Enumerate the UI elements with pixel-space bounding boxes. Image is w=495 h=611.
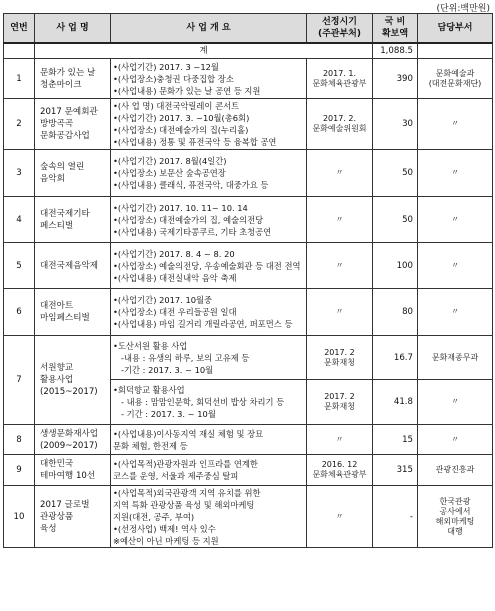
row-number: 8 [4, 425, 35, 455]
project-name: 2017 문예회관 방방곡곡 문화공감사업 [35, 99, 111, 150]
overview-cell [111, 150, 307, 197]
table-row [4, 99, 493, 150]
table-row [4, 336, 493, 380]
overview-line: •(사업목적)외국관광객 지역 유치를 위한 [113, 487, 261, 498]
project-name: 서원향교 활용사업 (2015~2017) [35, 336, 111, 425]
row-number: 10 [4, 486, 35, 548]
overview-cell [111, 99, 307, 150]
project-name: 대전아트 마임페스티벌 [35, 289, 111, 336]
overview-line: •(사업내용) 대전실내악 음악 축제 [113, 272, 237, 283]
row-number: 7 [4, 336, 35, 425]
table-row [4, 455, 493, 486]
budget-cell: 50 [373, 150, 418, 197]
budget-cell: 30 [373, 99, 418, 150]
budget-cell: 100 [373, 243, 418, 289]
project-name: 2017 글로벌 관광상품 육성 [35, 486, 111, 548]
overview-cell [111, 197, 307, 243]
overview-note: - 내용 : 맘맘인문학, 회덕선비 밥상 차리기 등 [121, 397, 285, 407]
overview-cell [111, 380, 307, 425]
overview-line: •(사업기간) 2017. 8. 4 ~ 8. 20 [113, 248, 235, 259]
row-number: 3 [4, 150, 35, 197]
overview-line: •(사업내용) 정통 및 퓨전국악 등 융복합 공연 [113, 137, 277, 147]
selection-cell: 〃 [307, 425, 373, 455]
overview-line: •회덕향교 활용사업 [113, 385, 185, 395]
project-name: 생생문화재사업 (2009~2017) [35, 425, 111, 455]
table-row [4, 197, 493, 243]
overview-line: 지역 특화 관광상품 육성 및 해외마케팅 [113, 499, 255, 510]
budget-cell: - [373, 486, 418, 548]
selection-cell: 〃 [307, 486, 373, 548]
budget-cell: 80 [373, 289, 418, 336]
overview-line: 지원(대전, 공주, 부여) [113, 511, 195, 522]
overview-line: ※예산이 아닌 마케팅 등 지원 [113, 535, 219, 546]
overview-cell [111, 289, 307, 336]
overview-line: •(사업기간) 2017. 10월중 [113, 295, 213, 305]
overview-line: •(사업내용)이사동지역 재실 체험 및 장묘 [113, 428, 264, 439]
overview-line: 코스를 운영, 서울과 제주중심 탈피 [113, 471, 239, 481]
selection-cell: 2017. 2 문화재청 [307, 380, 373, 425]
row-number: 1 [4, 59, 35, 99]
row-number: 9 [4, 455, 35, 486]
row-number: 4 [4, 197, 35, 243]
selection-cell: 〃 [307, 289, 373, 336]
overview-cell [111, 243, 307, 289]
overview-note: - 기간 : 2017. 3. ~ 10월 [121, 409, 216, 419]
row-number: 2 [4, 99, 35, 150]
overview-line: •(사 업 명) 대전국악릴레이 콘서트 [113, 101, 240, 111]
overview-line: •(사업장소) 대전예술가의 집, 예술의전당 [113, 214, 264, 225]
selection-cell: 2017. 2. 문화예술위원회 [307, 99, 373, 150]
overview-line: •(사업장소) 예술의전당, 우송예술회관 등 대전 전역 [113, 260, 301, 271]
table-row [4, 243, 493, 289]
overview-note: -기간 : 2017. 3. ~ 10월 [121, 364, 214, 375]
overview-line: •(사업장소) 대전 우리들공원 일대 [113, 307, 237, 317]
overview-line: •(선정사업) 백제! 역사 있수 [113, 523, 216, 534]
dept-cell: 〃 [418, 425, 493, 455]
header-budget: 국 비 확보액 [373, 14, 418, 44]
header-selection: 선정시기 (주관부처) [307, 14, 373, 44]
dept-cell: 〃 [418, 380, 493, 425]
overview-line: •(사업장소)충청권 다중집합 장소 [113, 73, 234, 84]
overview-line: •(사업기간) 2017. 8월(4일간) [113, 156, 227, 166]
total-row [4, 43, 493, 59]
table-row [4, 59, 493, 99]
dept-cell: 한국관광 공사에서 해외마케팅 대행 [418, 486, 493, 548]
budget-cell: 50 [373, 197, 418, 243]
overview-line: •(사업장소) 보문산 숲속공연장 [113, 168, 226, 178]
project-table [3, 13, 493, 548]
overview-cell [111, 425, 307, 455]
total-budget: 1,088.5 [373, 43, 418, 59]
total-label: 계 [35, 43, 373, 59]
budget-cell: 41.8 [373, 380, 418, 425]
project-name: 대전국제음악제 [35, 243, 111, 289]
header-overview: 사 업 개 요 [111, 14, 307, 44]
overview-line: •(사업내용) 문화가 있는 날 공연 등 지원 [113, 85, 261, 96]
overview-line: 문화 체험, 한전제 등 [113, 440, 188, 451]
row-number: 6 [4, 289, 35, 336]
overview-line: •(사업기간) 2017. 3. ~10월(총6회) [113, 113, 250, 123]
selection-cell: 〃 [307, 243, 373, 289]
overview-line: •(사업내용) 마임 길거리 개릴라공연, 퍼포먼스 등 [113, 319, 293, 329]
selection-cell: 〃 [307, 197, 373, 243]
selection-cell: 〃 [307, 150, 373, 197]
budget-cell: 15 [373, 425, 418, 455]
dept-cell: 〃 [418, 289, 493, 336]
overview-line: •(사업내용) 클래식, 퓨전국악, 대중가요 등 [113, 180, 269, 190]
overview-cell [111, 486, 307, 548]
table-row [4, 425, 493, 455]
table-row [4, 289, 493, 336]
table-row [4, 150, 493, 197]
overview-line: •(사업목적)관광자원과 인프라를 연계한 [113, 459, 258, 469]
overview-note: -내용 : 유생의 하루, 보의 고유제 등 [121, 352, 250, 363]
project-name: 숲속의 열린 음악회 [35, 150, 111, 197]
total-no [4, 43, 35, 59]
header-no: 연번 [4, 14, 35, 44]
overview-cell [111, 455, 307, 486]
dept-cell: 〃 [418, 150, 493, 197]
overview-cell [111, 336, 307, 380]
project-name: 대한민국 테마여행 10선 [35, 455, 111, 486]
dept-cell: 관광진흥과 [418, 455, 493, 486]
dept-cell: 문화예술과 (대전문화재단) [418, 59, 493, 99]
total-dept [418, 43, 493, 59]
overview-line: •(사업기간) 2017. 3 ~12월 [113, 61, 219, 72]
header-dept: 담당부서 [418, 14, 493, 44]
overview-line: •(사업내용) 국제기타콩쿠르, 기타 초청공연 [113, 226, 272, 237]
header-row [4, 14, 493, 44]
dept-cell: 〃 [418, 197, 493, 243]
overview-line: •도산서원 활용 사업 [113, 340, 188, 351]
dept-cell: 〃 [418, 243, 493, 289]
budget-cell: 315 [373, 455, 418, 486]
overview-line: •(사업기간) 2017. 10. 11~ 10. 14 [113, 202, 248, 213]
project-name: 대전국제기타 페스티벌 [35, 197, 111, 243]
dept-cell: 문화재종무과 [418, 336, 493, 380]
budget-cell: 390 [373, 59, 418, 99]
table-row [4, 486, 493, 548]
overview-line: •(사업장소) 대전예술가의 집(누리홀) [113, 125, 249, 135]
row-number: 5 [4, 243, 35, 289]
selection-cell: 2017. 2 문화재청 [307, 336, 373, 380]
unit-note: (단위:백만원) [436, 4, 490, 14]
budget-cell: 16.7 [373, 336, 418, 380]
selection-cell: 2016. 12 문화체육관광부 [307, 455, 373, 486]
selection-cell: 2017. 1. 문화체육관광부 [307, 59, 373, 99]
project-name: 문화가 있는 날 청춘마이크 [35, 59, 111, 99]
header-name: 사 업 명 [35, 14, 111, 44]
dept-cell: 〃 [418, 99, 493, 150]
overview-cell [111, 59, 307, 99]
